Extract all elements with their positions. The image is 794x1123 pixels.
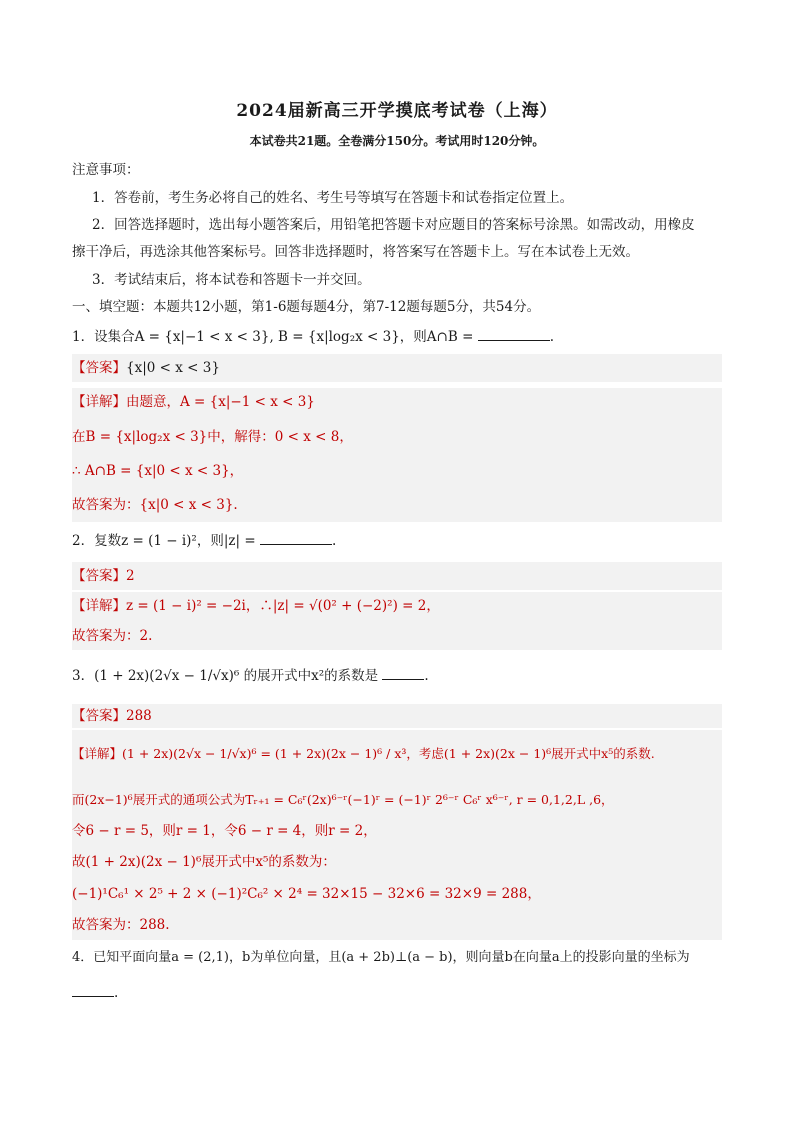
question-4-stem: 4．已知平面向量a = (2,1)，b为单位向量，且(a + 2b)⊥(a − b)，则向量b在向量a上的投影向量的坐标为 (72, 950, 690, 965)
note-item-1: 1．答卷前，考生务必将自己的姓名、考生号等填写在答题卡和试卷指定位置上。 (92, 190, 574, 206)
question-3-detail-3: 令6 − r = 5，则r = 1，令6 − r = 4，则r = 2， (72, 823, 377, 839)
answer-blank (72, 982, 114, 997)
page-title: 2024届新高三开学摸底考试卷（上海） (236, 101, 558, 121)
answer-blank (478, 326, 550, 341)
answer-value: 288 (126, 708, 152, 724)
question-3-detail-6: 故答案为：288. (72, 917, 170, 933)
question-3-answer (72, 706, 722, 726)
question-2-detail-1 (72, 596, 722, 616)
detail-label: 【详解】 (72, 394, 126, 410)
section-heading: 一、填空题：本题共12小题，第1-6题每题4分，第7-12题每题5分，共54分。 (72, 299, 541, 315)
detail-label: 【详解】 (72, 598, 126, 614)
question-3-text: 3．(1 + 2x)(2√x − 1/√x)⁶ 的展开式中x²的系数是 (72, 668, 379, 684)
page-subtitle: 本试卷共21题。全卷满分150分。考试用时120分钟。 (249, 134, 545, 148)
detail-text: z = (1 − i)² = −2i，∴|z| = √(0² + (−2)²) = 2， (126, 598, 440, 614)
question-2-text: 2．复数z = (1 − i)²，则|z| = (72, 533, 256, 549)
question-3-detail-1 (72, 744, 722, 764)
question-1-detail-4: 故答案为：{x|0 < x < 3}. (72, 497, 238, 513)
question-3-detail-5: (−1)¹C₆¹ × 2⁵ + 2 × (−1)²C₆² × 2⁴ = 32×15 − 32×6 = 32×9 = 288， (72, 886, 541, 902)
answer-blank (260, 530, 332, 545)
answer-label: 【答案】 (72, 568, 126, 584)
answer-blank (382, 665, 424, 680)
question-1-detail-2: 在B = {x|log₂x < 3}中，解得：0 < x < 8， (72, 429, 353, 445)
detail-label: 【详解】 (72, 746, 123, 761)
question-3-detail-4: 故(1 + 2x)(2x − 1)⁶展开式中x⁵的系数为： (72, 854, 336, 870)
notes-heading: 注意事项： (72, 162, 140, 178)
note-item-2-cont: 擦干净后，再选涂其他答案标号。回答非选择题时，将答案写在答题卡上。写在本试卷上无效。 (72, 244, 639, 260)
answer-label: 【答案】 (72, 708, 126, 724)
answer-label: 【答案】 (72, 360, 126, 376)
question-2-answer (72, 566, 722, 586)
question-1-answer (72, 358, 722, 378)
question-3-stem: 3．(1 + 2x)(2√x − 1/√x)⁶ 的展开式中x²的系数是 . (72, 665, 722, 686)
answer-value: 2 (126, 568, 135, 584)
note-item-2: 2．回答选择题时，选出每小题答案后，用铅笔把答题卡对应题目的答案标号涂黑。如需改动，用橡皮 (92, 217, 695, 233)
question-1-detail-1 (72, 392, 722, 412)
question-1-stem: 1．设集合A = {x|−1 < x < 3}, B = {x|log₂x < 3}，则A∩B = . (72, 326, 722, 347)
question-2-detail-2: 故答案为：2. (72, 628, 153, 644)
question-4-blank-line: . (72, 982, 722, 1003)
answer-value: {x|0 < x < 3} (126, 360, 220, 376)
question-1-detail-3: ∴ A∩B = {x|0 < x < 3}， (72, 463, 244, 479)
detail-text: (1 + 2x)(2√x − 1/√x)⁶ = (1 + 2x)(2x − 1)⁶ / x³，考虑(1 + 2x)(2x − 1)⁶展开式中x⁵的系数. (122, 746, 655, 761)
question-3-detail-2: 而(2x−1)⁶展开式的通项公式为Tᵣ₊₁ = C₆ʳ(2x)⁶⁻ʳ(−1)ʳ = (−1)ʳ 2⁶⁻ʳ C₆ʳ x⁶⁻ʳ, r = 0,1,2,L ,6， (72, 792, 614, 807)
note-item-3: 3．考试结束后，将本试卷和答题卡一并交回。 (92, 272, 371, 288)
question-1-text: 1．设集合A = {x|−1 < x < 3}, B = {x|log₂x < 3}，则A∩B = (72, 329, 474, 345)
detail-text: 由题意，A = {x|−1 < x < 3} (126, 394, 315, 410)
question-2-stem: 2．复数z = (1 − i)²，则|z| = . (72, 530, 722, 551)
